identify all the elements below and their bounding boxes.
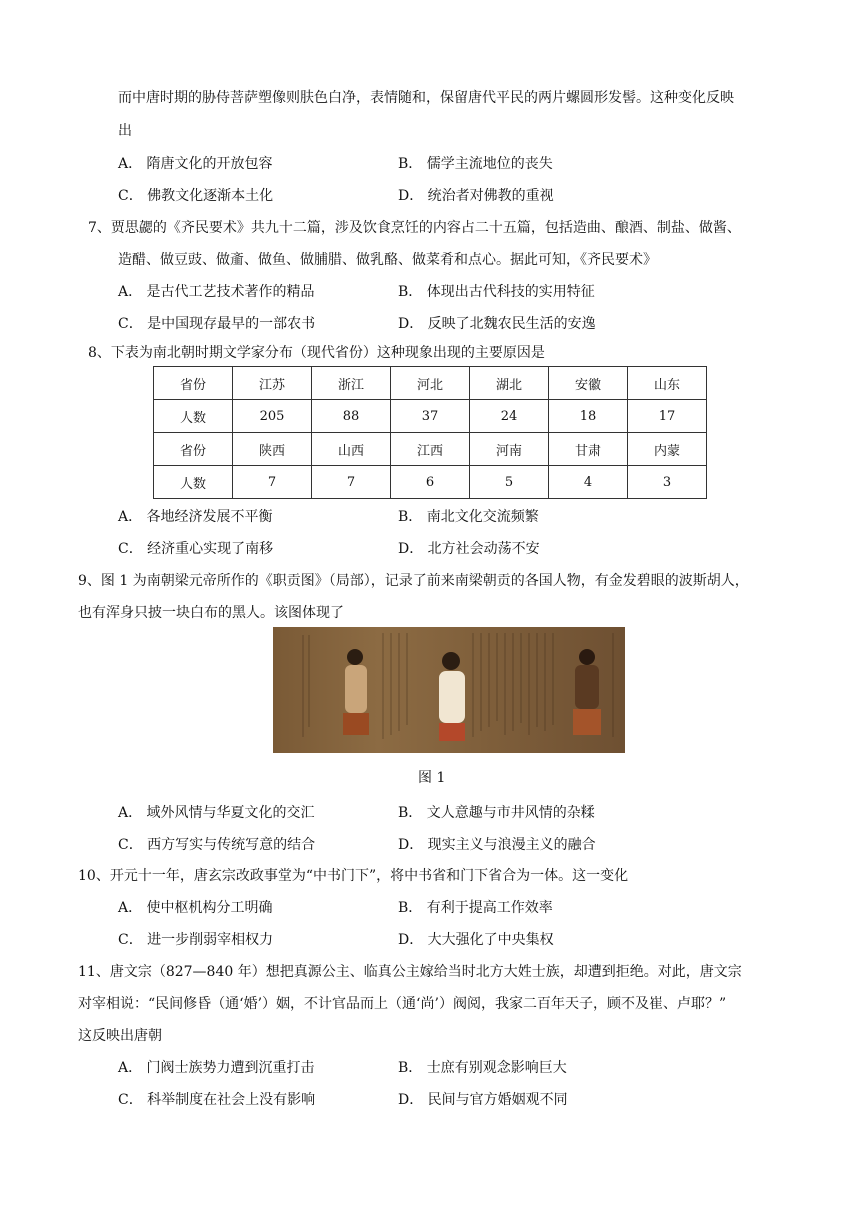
table-cell: 3 xyxy=(628,466,707,499)
table-cell: 甘肃 xyxy=(549,433,628,466)
q9-option-b[interactable]: B． 文人意趣与市井风情的杂糅 xyxy=(398,805,595,821)
table-cell: 省份 xyxy=(154,433,233,466)
q7-stem-line2: 造醋、做豆豉、做齑、做鱼、做脯腊、做乳酪、做菜肴和点心。据此可知，《齐民要术》 xyxy=(118,252,657,268)
q11-option-d[interactable]: D． 民间与官方婚姻观不同 xyxy=(398,1092,568,1108)
envoy-figure-center xyxy=(439,652,465,741)
q6-option-b[interactable]: B． 儒学主流地位的丧失 xyxy=(398,156,553,172)
q10-option-c[interactable]: C． 进一步削弱宰相权力 xyxy=(118,932,274,948)
table-cell: 人数 xyxy=(154,400,233,433)
q9-option-d[interactable]: D． 现实主义与浪漫主义的融合 xyxy=(398,837,596,853)
q11-option-c[interactable]: C． 科举制度在社会上没有影响 xyxy=(118,1092,316,1108)
table-cell: 省份 xyxy=(154,367,233,400)
table-cell: 18 xyxy=(549,400,628,433)
table-cell: 陕西 xyxy=(233,433,312,466)
q7-option-b[interactable]: B． 体现出古代科技的实用特征 xyxy=(398,284,595,300)
q6-stem-line1: 而中唐时期的胁侍菩萨塑像则肤色白净，表情随和，保留唐代平民的两片螺圆形发髻。这种变化反映 xyxy=(118,90,734,106)
table-cell: 山东 xyxy=(628,367,707,400)
table-cell: 4 xyxy=(549,466,628,499)
q7-option-a[interactable]: A． 是古代工艺技术著作的精品 xyxy=(118,284,315,300)
q6-stem-line2: 出 xyxy=(118,123,132,139)
q8-option-a[interactable]: A． 各地经济发展不平衡 xyxy=(118,509,273,525)
table-cell: 江苏 xyxy=(233,367,312,400)
table-cell: 河北 xyxy=(391,367,470,400)
figure-caption: 图 1 xyxy=(418,770,446,786)
q7-option-d[interactable]: D． 反映了北魏农民生活的安逸 xyxy=(398,316,596,332)
table-row xyxy=(154,367,707,400)
q6-option-c[interactable]: C． 佛教文化逐渐本土化 xyxy=(118,188,274,204)
table-cell: 7 xyxy=(312,466,391,499)
table-cell: 浙江 xyxy=(312,367,391,400)
q11-stem-line2: 对宰相说：“民间修昏（通‘婚’）姻，不计官品而上（通‘尚’）阀阅，我家二百年天子，顾不及崔、卢耶？” xyxy=(78,996,727,1012)
q6-option-d[interactable]: D． 统治者对佛教的重视 xyxy=(398,188,554,204)
envoy-figure-left xyxy=(343,649,369,735)
q11-stem-line3: 这反映出唐朝 xyxy=(78,1028,162,1044)
q8-option-c[interactable]: C． 经济重心实现了南移 xyxy=(118,541,274,557)
table-cell: 湖北 xyxy=(470,367,549,400)
painting-illustration xyxy=(273,627,625,753)
q7-stem-line1: 7、贾思勰的《齐民要术》共九十二篇，涉及饮食烹饪的内容占二十五篇，包括造曲、酿酒、制盐、做酱、 xyxy=(88,220,741,236)
table-cell: 内蒙 xyxy=(628,433,707,466)
table-cell: 205 xyxy=(233,400,312,433)
q10-option-a[interactable]: A． 使中枢机构分工明确 xyxy=(118,900,273,916)
table-cell: 24 xyxy=(470,400,549,433)
q8-option-d[interactable]: D． 北方社会动荡不安 xyxy=(398,541,540,557)
table-cell: 37 xyxy=(391,400,470,433)
q9-stem-line2: 也有浑身只披一块白布的黑人。该图体现了 xyxy=(78,605,344,621)
envoy-figure-right xyxy=(573,649,601,735)
q9-stem-line1: 9、图 1 为南朝梁元帝所作的《职贡图》（局部），记录了前来南梁朝贡的各国人物，有金发碧眼的波斯胡人， xyxy=(78,573,749,589)
tribute-painting-image xyxy=(273,627,625,753)
table-cell: 7 xyxy=(233,466,312,499)
table-cell: 山西 xyxy=(312,433,391,466)
table-cell: 江西 xyxy=(391,433,470,466)
q11-option-b[interactable]: B． 士庶有别观念影响巨大 xyxy=(398,1060,567,1076)
q9-option-c[interactable]: C． 西方写实与传统写意的结合 xyxy=(118,837,316,853)
q11-stem-line1: 11、唐文宗（827—840 年）想把真源公主、临真公主嫁给当时北方大姓士族，却遭到拒绝。对此，唐文宗 xyxy=(78,964,742,980)
q8-option-b[interactable]: B． 南北文化交流频繁 xyxy=(398,509,539,525)
q9-option-a[interactable]: A． 域外风情与华夏文化的交汇 xyxy=(118,805,315,821)
q10-option-b[interactable]: B． 有利于提高工作效率 xyxy=(398,900,553,916)
table-row xyxy=(154,433,707,466)
table-cell: 88 xyxy=(312,400,391,433)
q7-option-c[interactable]: C． 是中国现存最早的一部农书 xyxy=(118,316,316,332)
table-row xyxy=(154,400,707,433)
table-cell: 6 xyxy=(391,466,470,499)
q8-stem: 8、下表为南北朝时期文学家分布（现代省份）这种现象出现的主要原因是 xyxy=(88,345,545,361)
writer-distribution-table xyxy=(153,366,707,499)
q10-option-d[interactable]: D． 大大强化了中央集权 xyxy=(398,932,554,948)
table-row xyxy=(154,466,707,499)
q6-option-a[interactable]: A． 隋唐文化的开放包容 xyxy=(118,156,273,172)
table-cell: 安徽 xyxy=(549,367,628,400)
table-cell: 河南 xyxy=(470,433,549,466)
q10-stem: 10、开元十一年，唐玄宗改政事堂为“中书门下”，将中书省和门下省合为一体。这一变化 xyxy=(78,868,629,884)
q11-option-a[interactable]: A． 门阀士族势力遭到沉重打击 xyxy=(118,1060,315,1076)
table-cell: 17 xyxy=(628,400,707,433)
table-cell: 人数 xyxy=(154,466,233,499)
table-cell: 5 xyxy=(470,466,549,499)
